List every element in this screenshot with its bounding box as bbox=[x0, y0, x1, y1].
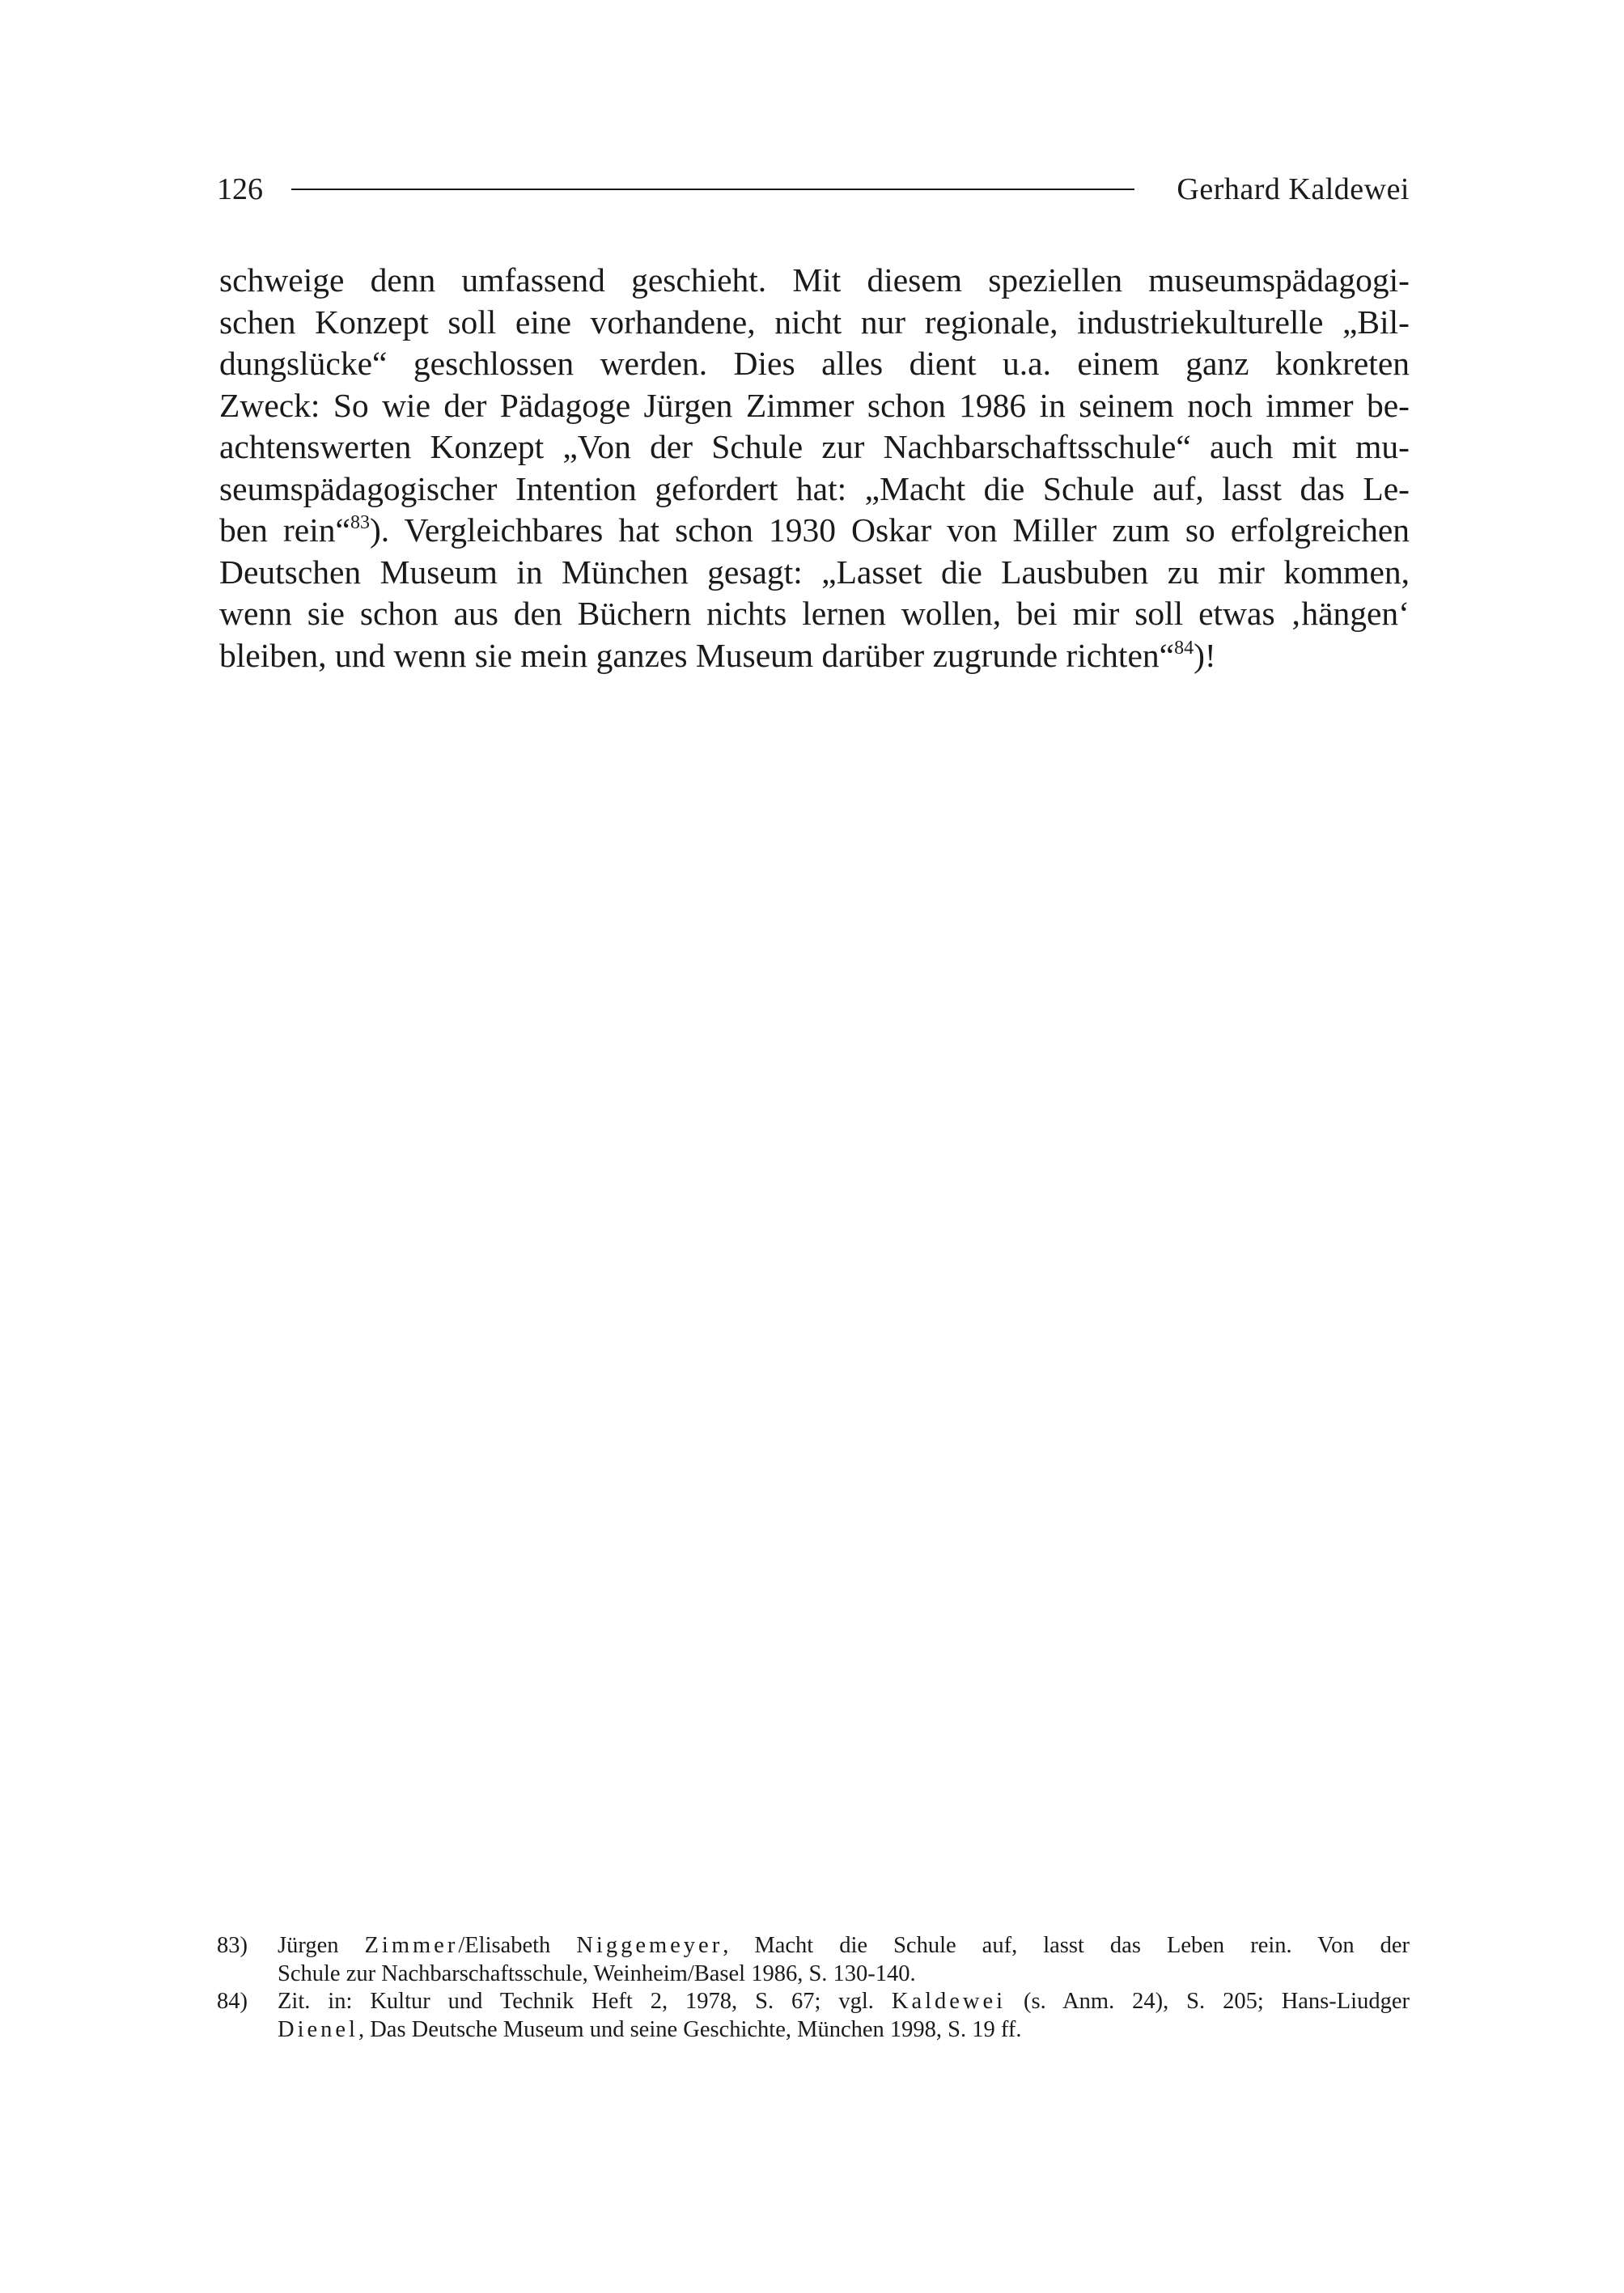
body-line: schweige denn umfassend geschieht. Mit diesem speziellen museumspädagogi- bbox=[219, 261, 1410, 299]
footnote-83 bbox=[217, 1932, 1410, 1988]
footnote-line: Schule zur Nachbarschaftsschule, Weinheim/Basel 1986, S. 130-140. bbox=[278, 1960, 916, 1986]
body-text-segment: )! bbox=[1194, 636, 1216, 674]
body-line-with-note-84 bbox=[219, 635, 1410, 677]
footnote-line bbox=[278, 1932, 1410, 1960]
footnote-text: (s. Anm. 24), S. 205; Hans-Liudger bbox=[1006, 1989, 1410, 2014]
author-name: Kaldewei bbox=[891, 1989, 1007, 2014]
footnotes bbox=[217, 1932, 1410, 2044]
body-line: wenn sie schon aus den Büchern nichts lernen wollen, bei mir soll etwas ‚hängen‘ bbox=[219, 595, 1410, 632]
footnote-text: Jürgen bbox=[278, 1933, 365, 1958]
author-name: Dienel bbox=[278, 2016, 358, 2042]
body-line: seumspädagogischer Intention gefordert hat: „Macht die Schule auf, lasst das Le- bbox=[219, 469, 1410, 507]
author-name: Zimmer bbox=[364, 1933, 459, 1958]
body-line: Zweck: So wie der Pädagoge Jürgen Zimmer schon 1986 in seinem noch immer be- bbox=[219, 386, 1410, 424]
footnote-text: Zit. in: Kultur und Technik Heft 2, 1978, S. 67; vgl. bbox=[278, 1989, 892, 2014]
header-rule bbox=[291, 189, 1134, 190]
body-text-segment: ben rein“ bbox=[219, 511, 350, 549]
body-line: schen Konzept soll eine vorhandene, nicht nur regionale, industriekulturelle „Bil- bbox=[219, 303, 1410, 341]
running-header bbox=[217, 167, 1410, 212]
page-number: 126 bbox=[217, 172, 263, 206]
body-line: achtenswerten Konzept „Von der Schule zur Nachbarschaftsschule“ auch mit mu- bbox=[219, 428, 1410, 465]
footnote-line bbox=[278, 1988, 1410, 2016]
body-text-segment: bleiben, und wenn sie mein ganzes Museum darüber zugrunde richten“ bbox=[219, 636, 1175, 674]
footnote-text: /Elisabeth bbox=[458, 1933, 577, 1958]
footnote-84 bbox=[217, 1988, 1410, 2044]
footnote-line bbox=[278, 2016, 1410, 2045]
footnote-text: , Macht die Schule auf, lasst das Leben rein. Von der bbox=[723, 1933, 1410, 1958]
body-line-with-note-83 bbox=[219, 510, 1410, 552]
author-name: Niggemeyer bbox=[576, 1933, 723, 1958]
footnote-ref-84[interactable]: 84 bbox=[1174, 637, 1194, 659]
footnote-text: , Das Deutsche Museum und seine Geschichte, München 1998, S. 19 ff. bbox=[358, 2016, 1022, 2042]
body-text-segment: ). Vergleichbares hat schon 1930 Oskar von Miller zum so erfolgreichen bbox=[369, 511, 1410, 549]
footnote-ref-83[interactable]: 83 bbox=[350, 512, 370, 533]
body-line: Deutschen Museum in München gesagt: „Lasset die Lausbuben zu mir kommen, bbox=[219, 553, 1410, 591]
body-paragraph bbox=[219, 260, 1410, 676]
body-line: dungslücke“ geschlossen werden. Dies alles dient u.a. einem ganz konkreten bbox=[219, 345, 1410, 382]
running-author: Gerhard Kaldewei bbox=[1177, 172, 1410, 206]
footnote-number: 83) bbox=[217, 1933, 248, 1958]
footnote-number: 84) bbox=[217, 1989, 248, 2014]
